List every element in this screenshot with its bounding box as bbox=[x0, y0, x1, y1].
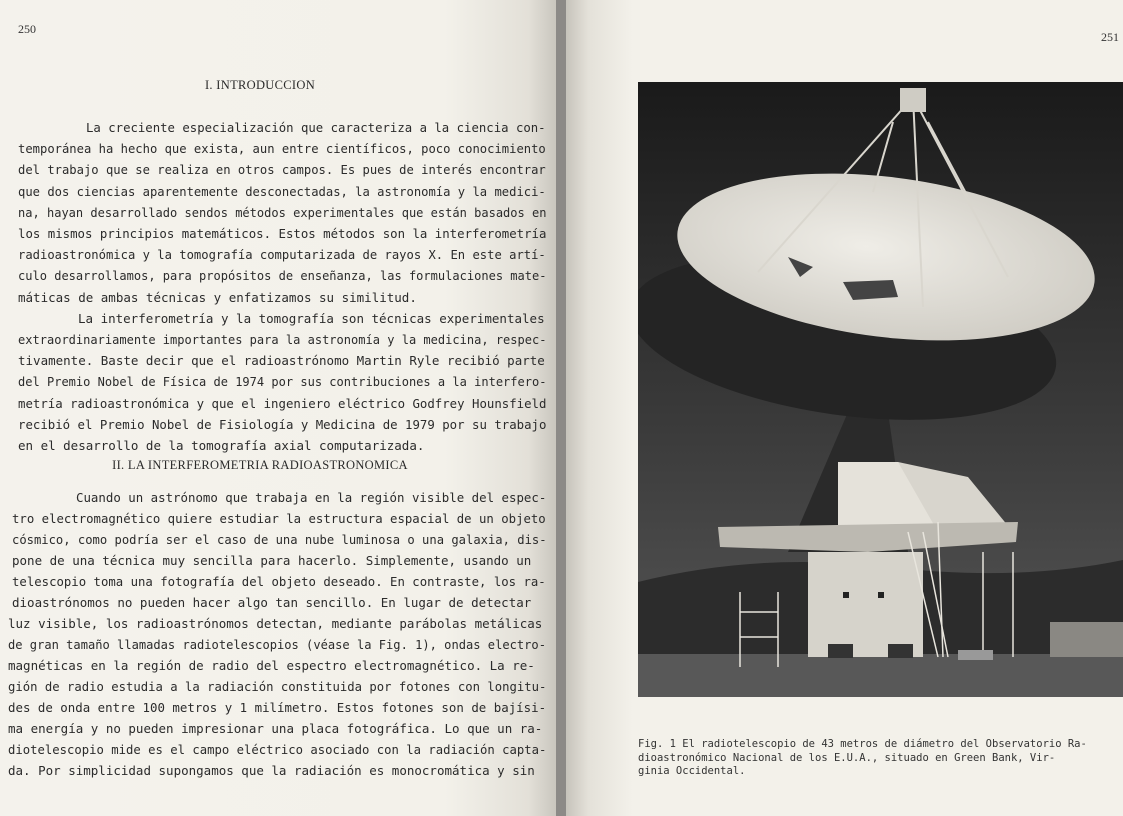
section-1-text-line: en el desarrollo de la tomografía axial computarizada. bbox=[18, 438, 425, 453]
caption-text-line: dioastronómico Nacional de los E.U.A., situado en Green Bank, Vir- bbox=[638, 751, 1056, 764]
section-2-text-line: magnéticas en la región de radio del espectro electromagnético. La re- bbox=[8, 658, 535, 673]
section-2-text-line: dioastrónomos no pueden hacer algo tan sencillo. En lugar de detectar bbox=[12, 595, 532, 610]
section-1-text-line: del Premio Nobel de Física de 1974 por sus contribuciones a la interfero- bbox=[18, 374, 547, 390]
section-2-text-line: luz visible, los radioastrónomos detectan, mediante parábolas metálicas bbox=[8, 616, 543, 631]
section-2-text-line: de gran tamaño llamadas radiotelescopios (véase la Fig. 1), ondas electro- bbox=[8, 637, 546, 652]
section-2-text-line: ma energía y no pueden impresionar una placa fotográfica. Lo que un ra- bbox=[8, 721, 543, 736]
section-2-text-line: da. Por simplicidad supongamos que la radiación es monocromática y sin bbox=[8, 763, 535, 778]
section-1-text-line: La creciente especialización que caracteriza a la ciencia con- bbox=[86, 120, 546, 135]
section-1-text-line: metría radioastronómica y que el ingeniero eléctrico Godfrey Hounsfield bbox=[18, 395, 547, 411]
caption-text-line: ginia Occidental. bbox=[638, 765, 746, 777]
section-heading-introduccion: I. INTRODUCCION bbox=[204, 78, 316, 92]
left-page bbox=[0, 0, 556, 816]
radiotelescope-photo bbox=[638, 82, 1123, 697]
right-page bbox=[566, 0, 1123, 816]
section-1-text-line: del trabajo que se realiza en otros campos. Es pues de interés encontrar bbox=[18, 162, 546, 178]
section-1-text-line: culo desarrollamos, para propósitos de enseñanza, las formulaciones mate- bbox=[18, 268, 547, 284]
section-2-text-line: diotelescopio mide es el campo eléctrico asociado con la radiación capta- bbox=[8, 742, 547, 757]
section-1-text-line: que dos ciencias aparentemente desconectadas, la astronomía y la medici- bbox=[18, 183, 546, 199]
section-2-text-line: cósmico, como podría ser el caso de una nube luminosa o una galaxia, dis- bbox=[12, 532, 547, 547]
pedestal bbox=[808, 552, 923, 657]
building bbox=[1050, 622, 1123, 657]
radiotelescope-illustration bbox=[638, 82, 1123, 697]
page-number-right: 251 bbox=[1101, 30, 1119, 44]
section-1-text-line: temporánea ha hecho que exista, aun entre científicos, poco conocimiento bbox=[18, 141, 546, 157]
page-number-left: 250 bbox=[18, 22, 36, 36]
section-1-text-line: recibió el Premio Nobel de Fisiología y Medicina de 1979 por su trabajo bbox=[18, 416, 547, 432]
section-2-text-line: pone de una técnica muy sencilla para hacerlo. Simplemente, usando un bbox=[12, 553, 532, 568]
section-1-text-line: máticas de ambas técnicas y enfatizamos su similitud. bbox=[18, 289, 417, 305]
section-1-text-line: los mismos principios matemáticos. Estos métodos son la interferometría bbox=[18, 226, 547, 241]
section-2-text-line: telescopio toma una fotografía del objeto deseado. En contraste, los ra- bbox=[12, 574, 546, 589]
section-2-text-line: des de onda entre 100 metros y 1 milímetro. Estos fotones son de bajísi- bbox=[8, 700, 547, 715]
section-1-text-line: La interferometría y la tomografía son técnicas experimentales bbox=[78, 310, 545, 326]
section-1-text-line: extraordinariamente importantes para la astronomía y la medicina, respec- bbox=[18, 332, 547, 347]
section-heading-interferometria: II. LA INTERFEROMETRIA RADIOASTRONOMICA bbox=[112, 458, 408, 472]
section-2-text-line: Cuando un astrónomo que trabaja en la región visible del espec- bbox=[76, 490, 547, 505]
section-1-text-line: na, hayan desarrollado sendos métodos experimentales que están basados en bbox=[18, 204, 547, 220]
caption-text-line: Fig. 1 El radiotelescopio de 43 metros de diámetro del Observatorio Ra- bbox=[638, 738, 1087, 750]
section-1-text-line: tivamente. Baste decir que el radioastrónomo Martin Ryle recibió parte bbox=[18, 353, 545, 369]
feed-housing bbox=[900, 88, 926, 112]
section-1-text-line: radioastronómica y la tomografía computarizada de rayos X. En este artí- bbox=[18, 247, 546, 263]
section-2-text-line: gión de radio estudia a la radiación constituida por fotones con longitu- bbox=[8, 679, 547, 694]
section-2-text-line: tro electromagnético quiere estudiar la estructura espacial de un objeto bbox=[12, 511, 546, 526]
ground bbox=[638, 654, 1123, 697]
